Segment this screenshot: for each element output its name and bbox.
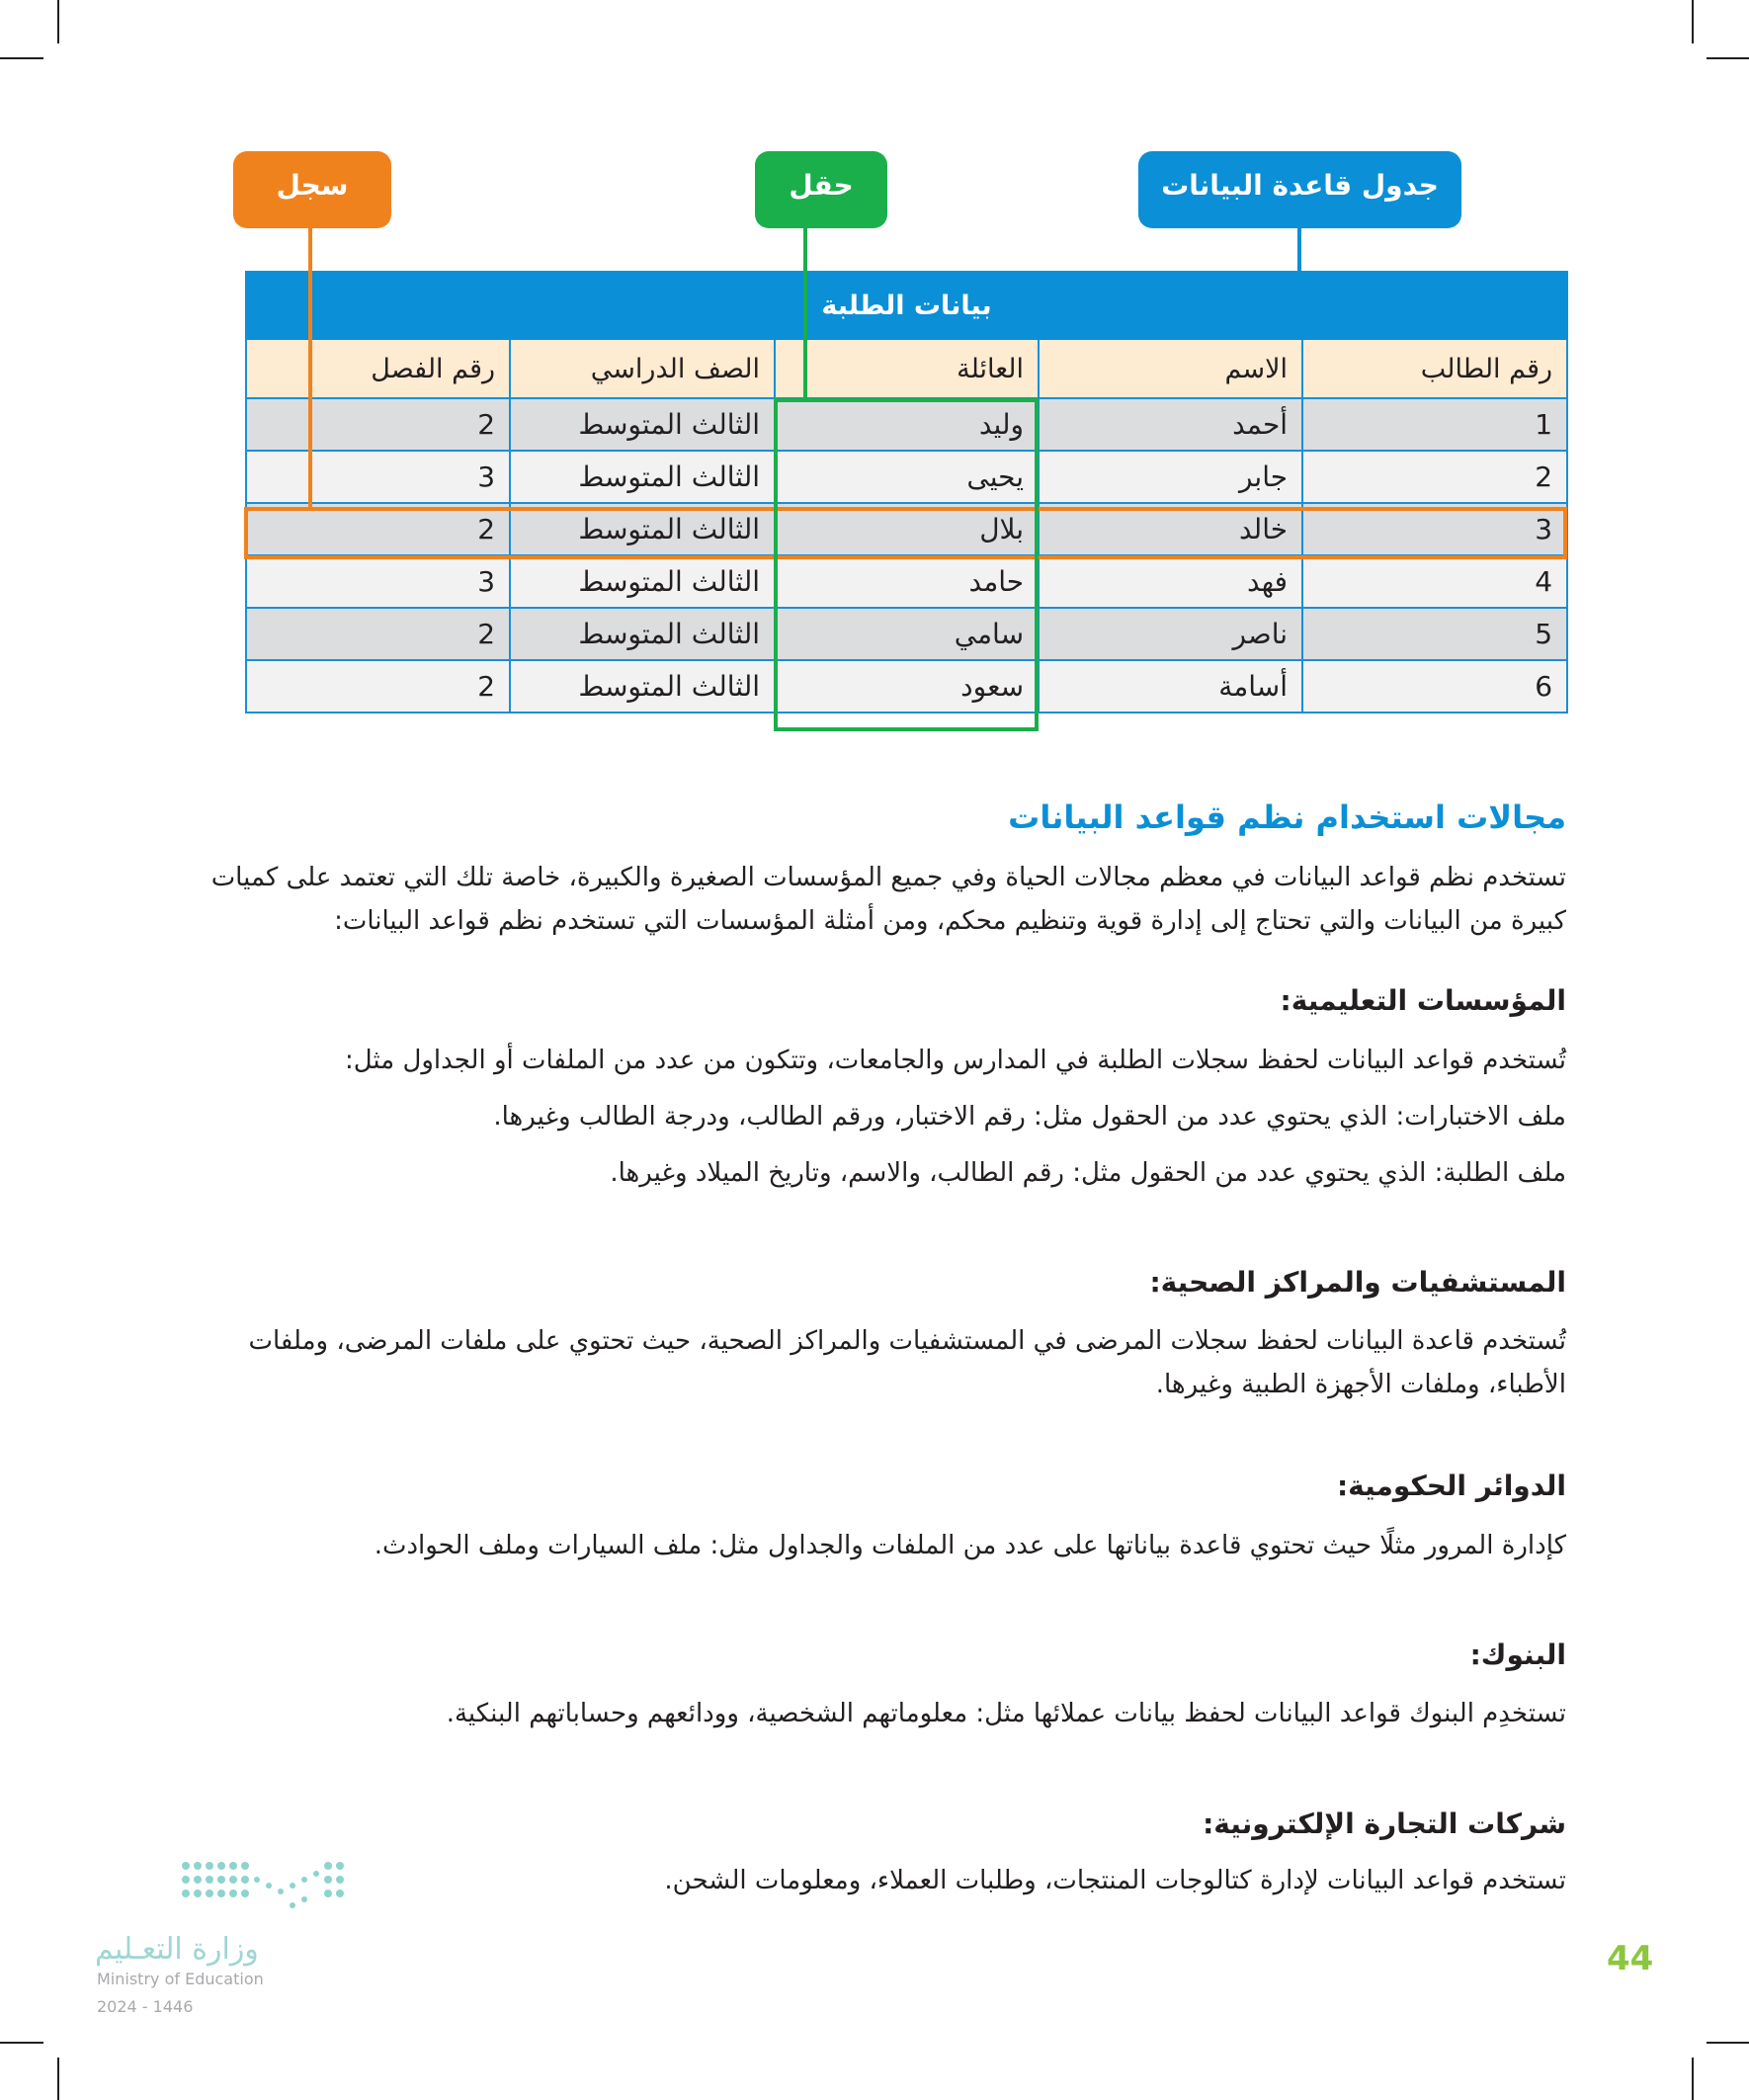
cell-name: أسامة	[1039, 660, 1302, 713]
column-header: رقم الفصل	[246, 339, 510, 398]
crop-mark	[57, 2058, 59, 2100]
table-title: بيانات الطلبة	[246, 272, 1567, 339]
intro-paragraph	[193, 856, 1566, 943]
table-row	[246, 503, 1567, 555]
cell-class: 2	[246, 660, 510, 713]
health-line: الأطباء، وملفات الأجهزة الطبية وغيرها.	[1155, 1370, 1566, 1399]
field-connector-line	[803, 228, 807, 400]
cell-student-id: 6	[1302, 660, 1567, 713]
cell-family: يحيى	[775, 451, 1039, 503]
cell-name: ناصر	[1039, 608, 1302, 660]
crop-mark	[1692, 0, 1694, 43]
page-number: 44	[1607, 1939, 1654, 1978]
crop-mark	[1707, 57, 1749, 59]
cell-student-id: 4	[1302, 555, 1567, 608]
ministry-name-en: Ministry of Education	[97, 1970, 264, 1988]
column-header: رقم الطالب	[1302, 339, 1567, 398]
table-connector-line	[1297, 228, 1301, 272]
crop-mark	[1707, 2042, 1749, 2044]
ecommerce-heading: شركات التجارة الإلكترونية:	[1203, 1807, 1566, 1840]
intro-line: كبيرة من البيانات والتي تحتاج إلى إدارة قوية وتنظيم محكم، ومن أمثلة المؤسسات التي تستخدم نظم قواعد البيانات:	[334, 906, 1566, 936]
cell-student-id: 2	[1302, 451, 1567, 503]
cell-family: سعود	[775, 660, 1039, 713]
ministry-logo-icon	[95, 1860, 352, 1919]
cell-grade: الثالث المتوسط	[510, 503, 775, 555]
crop-mark	[0, 57, 43, 59]
table-row	[246, 608, 1567, 660]
column-header: الصف الدراسي	[510, 339, 775, 398]
cell-student-id: 1	[1302, 398, 1567, 451]
field-label: حقل	[755, 151, 887, 228]
cell-family: بلال	[775, 503, 1039, 555]
cell-grade: الثالث المتوسط	[510, 555, 775, 608]
education-item: ملف الطلبة: الذي يحتوي عدد من الحقول مثل: رقم الطالب، والاسم، وتاريخ الميلاد وغيرها.	[610, 1158, 1566, 1188]
edition-year: 2024 - 1446	[97, 1997, 194, 2016]
education-heading: المؤسسات التعليمية:	[1280, 984, 1566, 1017]
record-connector-line	[308, 228, 312, 508]
cell-class: 3	[246, 555, 510, 608]
cell-class: 2	[246, 503, 510, 555]
students-table	[245, 271, 1568, 714]
record-label: سجل	[233, 151, 391, 228]
column-header: الاسم	[1039, 339, 1302, 398]
cell-class: 2	[246, 608, 510, 660]
table-row	[246, 451, 1567, 503]
cell-family: سامي	[775, 608, 1039, 660]
banks-heading: البنوك:	[1469, 1638, 1566, 1671]
cell-student-id: 3	[1302, 503, 1567, 555]
health-heading: المستشفيات والمراكز الصحية:	[1149, 1266, 1566, 1299]
cell-student-id: 5	[1302, 608, 1567, 660]
table-row	[246, 660, 1567, 713]
education-text: تُستخدم قواعد البيانات لحفظ سجلات الطلبة في المدارس والجامعات، وتتكون من عدد من الملفات أو الجداول مثل:	[344, 1046, 1566, 1075]
cell-grade: الثالث المتوسط	[510, 660, 775, 713]
cell-class: 3	[246, 451, 510, 503]
column-header: العائلة	[775, 339, 1039, 398]
table-row	[246, 398, 1567, 451]
cell-grade: الثالث المتوسط	[510, 608, 775, 660]
cell-name: خالد	[1039, 503, 1302, 555]
cell-family: وليد	[775, 398, 1039, 451]
health-line: تُستخدم قاعدة البيانات لحفظ سجلات المرضى في المستشفيات والمراكز الصحية، حيث تحتوي على ملفات المرضى، وملفات	[248, 1326, 1566, 1356]
cell-name: جابر	[1039, 451, 1302, 503]
cell-grade: الثالث المتوسط	[510, 398, 775, 451]
section-title: مجالات استخدام نظم قواعد البيانات	[1008, 798, 1566, 836]
cell-family: حامد	[775, 555, 1039, 608]
banks-text: تستخدِم البنوك قواعد البيانات لحفظ بيانات عملائها مثل: معلوماتهم الشخصية، وودائعهم وحساباتهم البنكية.	[446, 1699, 1566, 1728]
cell-class: 2	[246, 398, 510, 451]
government-text: كإدارة المرور مثلًا حيث تحتوي قاعدة بياناتها على عدد من الملفات والجداول مثل: ملف السيارات وملف الحوادث.	[374, 1531, 1566, 1560]
crop-mark	[0, 2042, 43, 2044]
ministry-name-ar: وزارة التعـليم	[95, 1932, 259, 1967]
cell-name: فهد	[1039, 555, 1302, 608]
cell-grade: الثالث المتوسط	[510, 451, 775, 503]
government-heading: الدوائر الحكومية:	[1336, 1470, 1566, 1502]
crop-mark	[1692, 2058, 1694, 2100]
cell-name: أحمد	[1039, 398, 1302, 451]
health-paragraph	[193, 1319, 1566, 1406]
table-row	[246, 555, 1567, 608]
education-item: ملف الاختبارات: الذي يحتوي عدد من الحقول مثل: رقم الاختبار، ورقم الطالب، ودرجة الطالب وغيرها.	[493, 1102, 1566, 1132]
table-label: جدول قاعدة البيانات	[1138, 151, 1461, 228]
intro-line: تستخدم نظم قواعد البيانات في معظم مجالات الحياة وفي جميع المؤسسات الصغيرة والكبيرة، خاصة تلك التي تعتمد على كميات	[210, 863, 1566, 892]
crop-mark	[57, 0, 59, 43]
ecommerce-text: تستخدم قواعد البيانات لإدارة كتالوجات المنتجات، وطلبات العملاء، ومعلومات الشحن.	[664, 1866, 1566, 1895]
